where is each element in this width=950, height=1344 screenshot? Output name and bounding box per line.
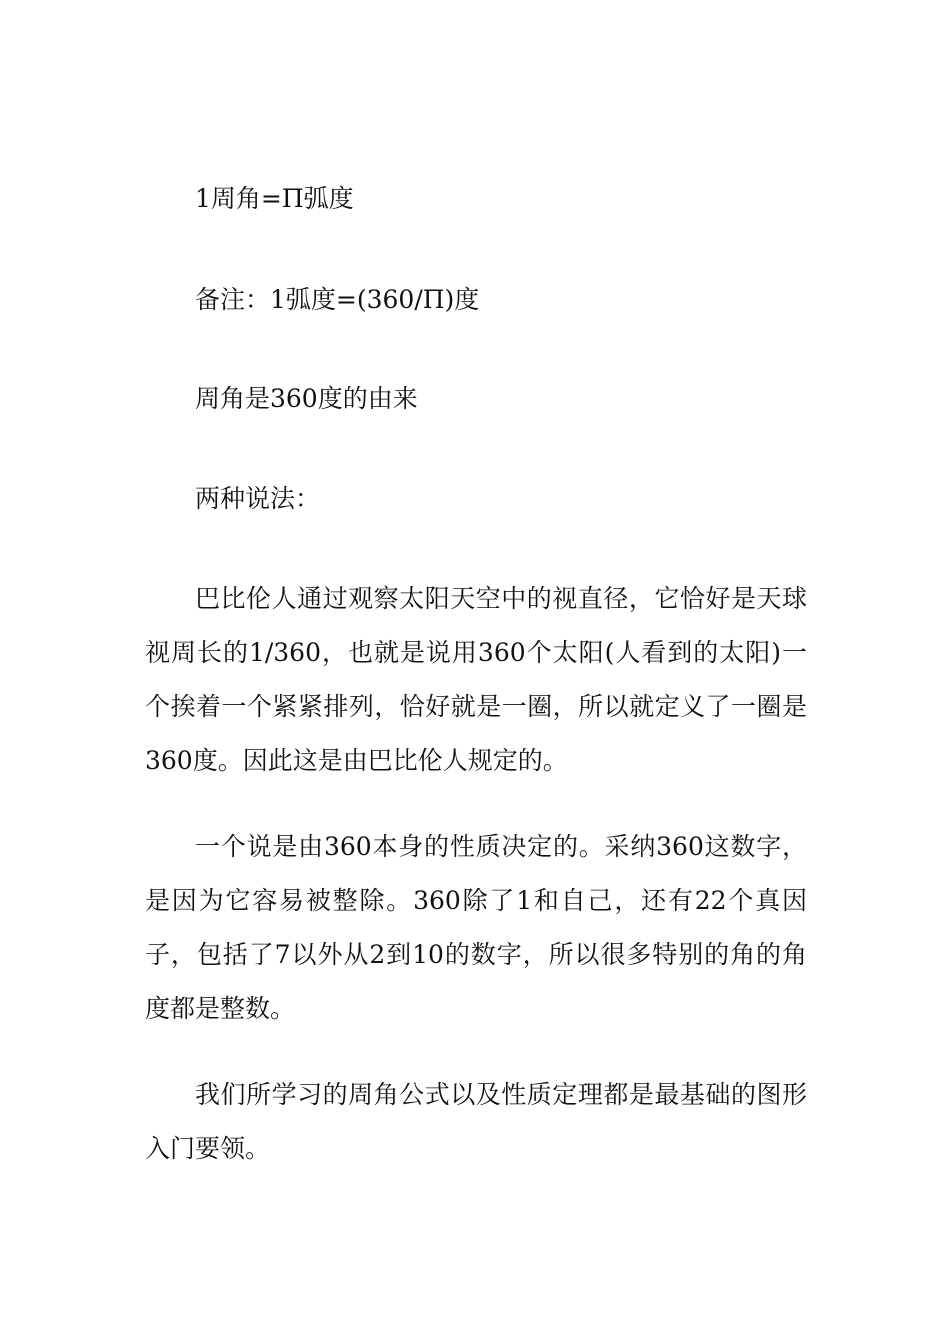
paragraph-divisibility-theory: 一个说是由360本身的性质决定的。采纳360这数字，是因为它容易被整除。360除了1和自己，还有22个真因子，包括了7以外从2到10的数字，所以很多特别的角的角度都是整数。 (145, 832, 807, 1023)
paragraph-babylonian-theory: 巴比伦人通过观察太阳天空中的视直径，它恰好是天球视周长的1/360，也就是说用360个太阳(人看到的太阳)一个挨着一个紧紧排列，恰好就是一圈，所以就定义了一圈是360度。因此这是由巴比伦人规定的。 (145, 584, 807, 775)
paragraph-conclusion: 我们所学习的周角公式以及性质定理都是最基础的图形入门要领。 (145, 1080, 807, 1163)
paragraph-full-angle-radian: 1周角=Π弧度 (195, 184, 354, 213)
paragraph-origin-heading: 周角是360度的由来 (195, 384, 418, 413)
paragraph-radian-note: 备注：1弧度=(360/Π)度 (195, 285, 480, 314)
paragraph-two-theories: 两种说法： (195, 484, 321, 513)
